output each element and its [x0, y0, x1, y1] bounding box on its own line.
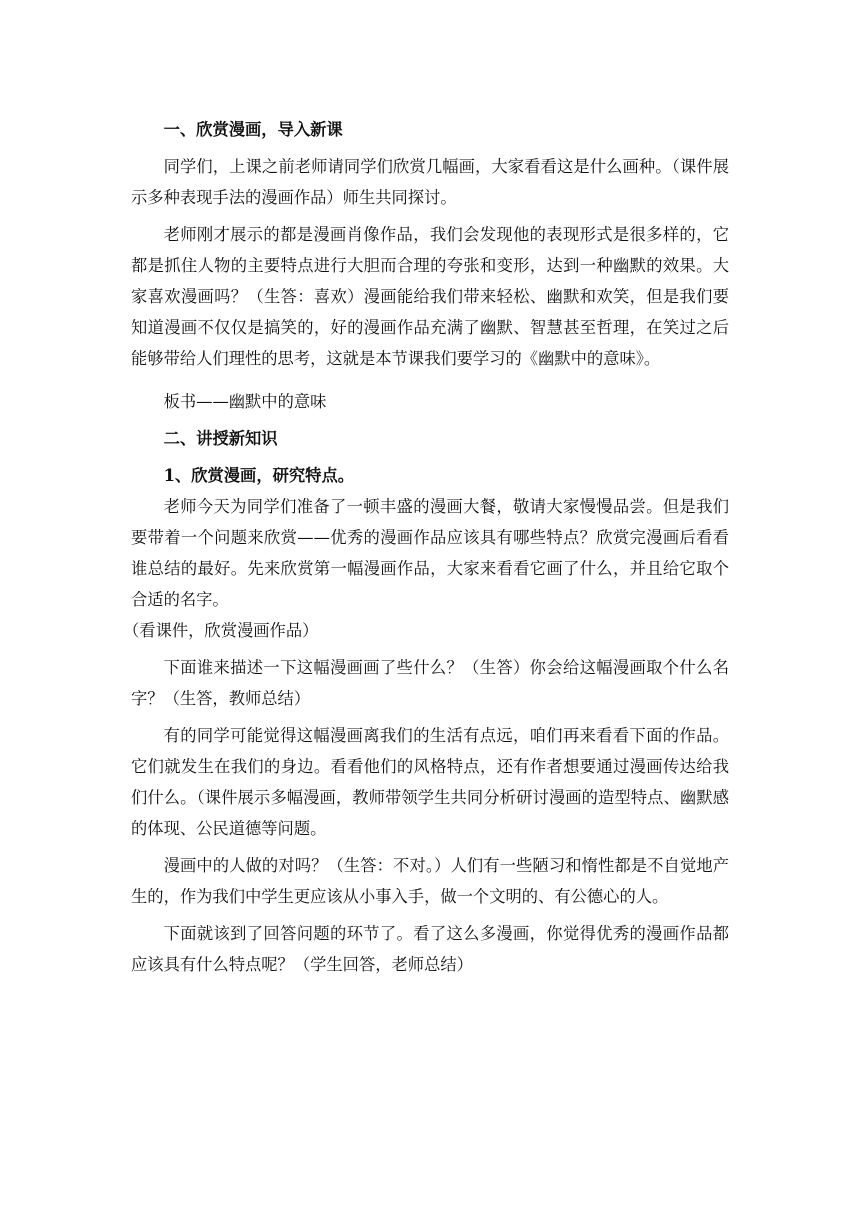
- paragraph-portrait-comics: 老师刚才展示的都是漫画肖像作品，我们会发现他的表现形式是很多样的，它都是抓住人物的主要特点进行大胆而合理的夸张和变形，达到一种幽默的效果。大家喜欢漫画吗？（生答：喜欢）漫画能给我们带来轻松、幽默和欢笑，但是我们要知道漫画不仅仅是搞笑的，好的漫画作品充满了幽默、智慧甚至哲理，在笑过之后能够带给人们理性的思考，这就是本节课我们要学习的《幽默中的意味》。: [131, 225, 729, 368]
- paragraph-closer-works: 有的同学可能觉得这幅漫画离我们的生活有点远，咱们再来看看下面的作品。它们就发生在我们的身边。看看他们的风格特点，还有作者想要通过漫画传达给我们什么。（课件展示多幅漫画，教师带领学生共同分析研讨漫画的造型特点、幽默感的体现、公民道德等问题。: [131, 726, 729, 838]
- document-body: [123, 114, 729, 980]
- paragraph-describe-comic: 下面谁来描述一下这幅漫画画了些什么？（生答）你会给这幅漫画取个什么名字？（生答，教师总结）: [131, 658, 729, 708]
- paragraph-view-courseware: （看课件，欣赏漫画作品）: [123, 621, 319, 640]
- subsection-heading-1: 1、欣赏漫画，研究特点。: [163, 466, 355, 485]
- paragraph-right-or-wrong: 漫画中的人做的对吗？（生答：不对。）人们有一些陋习和惰性都是不自觉地产生的，作为我们中学生更应该从小事入手，做一个文明的、有公德心的人。: [131, 856, 729, 906]
- section-heading-1: 一、欣赏漫画，导入新课: [163, 120, 343, 139]
- section-heading-2: 二、讲授新知识: [163, 429, 278, 448]
- paragraph-board-note: 板书——幽默中的意味: [163, 392, 327, 411]
- paragraph-answer-questions: 下面就该到了回答问题的环节了。看了这么多漫画，你觉得优秀的漫画作品都应该具有什么特点呢？（学生回答，老师总结）: [131, 924, 729, 974]
- paragraph-intro: 同学们，上课之前老师请同学们欣赏几幅画，大家看看这是什么画种。（课件展示多种表现手法的漫画作品）师生共同探讨。: [131, 157, 729, 207]
- paragraph-comic-feast: 老师今天为同学们准备了一顿丰盛的漫画大餐，敬请大家慢慢品尝。但是我们要带着一个问题来欣赏——优秀的漫画作品应该具有哪些特点？欣赏完漫画后看看谁总结的最好。先来欣赏第一幅漫画作品，大家来看看它画了什么，并且给它取个合适的名字。: [131, 497, 729, 609]
